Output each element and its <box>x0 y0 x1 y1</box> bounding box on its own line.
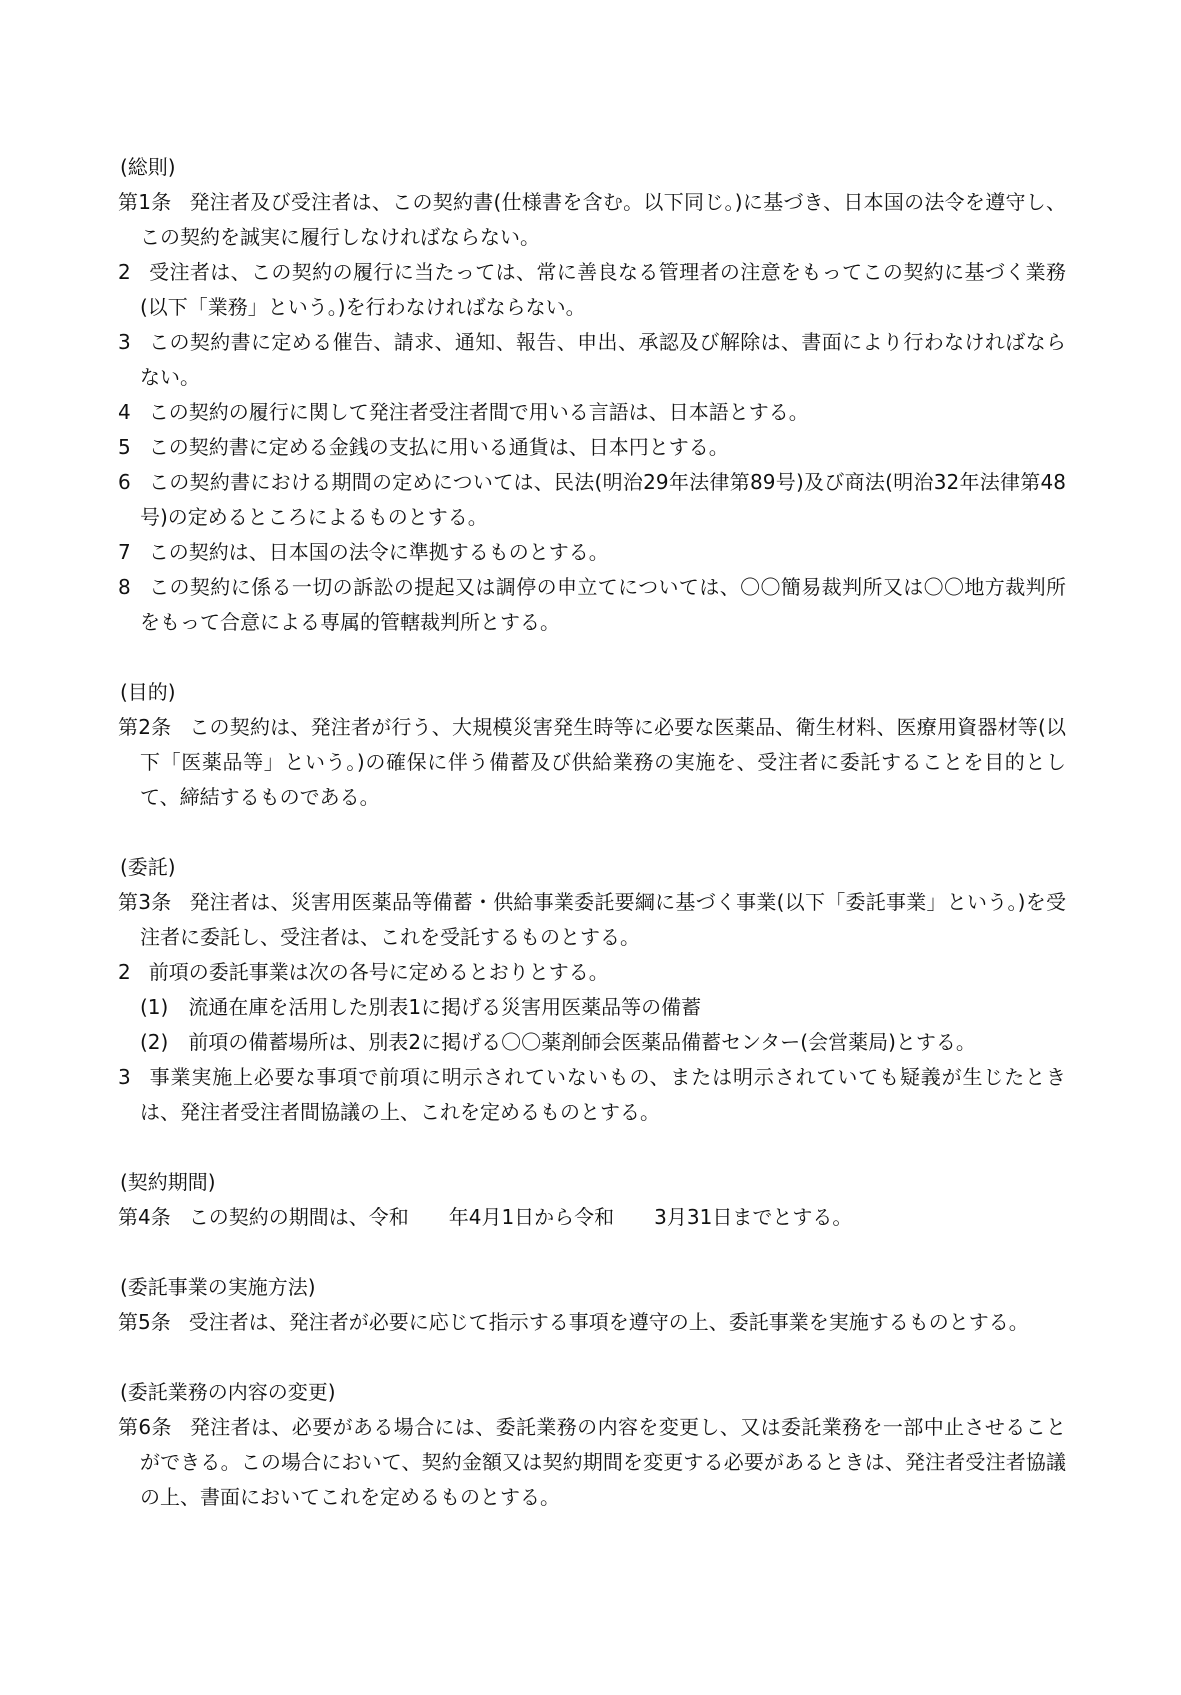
clause-label: 2 <box>118 260 131 284</box>
contract-body <box>118 150 1066 1515</box>
clause-1-8 <box>118 570 1066 640</box>
clause-label: 6 <box>118 470 131 494</box>
article-text: 発注者は、災害用医薬品等備蓄・供給事業委託要綱に基づく事業(以下「委託事業」という。)を受注者に委託し、受注者は、これを受託するものとする。 <box>140 890 1066 949</box>
subitem-3-2-1 <box>118 990 1066 1025</box>
article-label: 第2条 <box>118 715 172 739</box>
article-text: 発注者及び受注者は、この契約書(仕様書を含む。以下同じ。)に基づき、日本国の法令を遵守し、この契約を誠実に履行しなければならない。 <box>140 190 1066 249</box>
clause-1-5 <box>118 430 1066 465</box>
clause-label: 3 <box>118 330 131 354</box>
article-label: 第3条 <box>118 890 172 914</box>
article-label: 第5条 <box>118 1310 171 1334</box>
section-implementation-method <box>118 1270 1066 1340</box>
section-contract-period <box>118 1165 1066 1235</box>
clause-text: 事業実施上必要な事項で前項に明示されていないもの、または明示されていても疑義が生じたときは、発注者受注者間協議の上、これを定めるものとする。 <box>140 1065 1066 1124</box>
subitem-label: (2) <box>140 1030 169 1054</box>
clause-text: この契約書に定める催告、請求、通知、報告、申出、承認及び解除は、書面により行わなければならない。 <box>140 330 1066 389</box>
clause-1-7 <box>118 535 1066 570</box>
clause-3-3 <box>118 1060 1066 1130</box>
clause-text: 前項の委託事業は次の各号に定めるとおりとする。 <box>148 960 609 984</box>
clause-3-2 <box>118 955 1066 990</box>
clause-text: この契約は、日本国の法令に準拠するものとする。 <box>148 540 609 564</box>
section-general <box>118 150 1066 640</box>
section-heading: (目的) <box>120 680 176 704</box>
section-heading: (委託) <box>120 855 176 879</box>
subitem-3-2-2 <box>118 1025 1066 1060</box>
clause-label: 7 <box>118 540 131 564</box>
clause-label: 2 <box>118 960 131 984</box>
clause-text: この契約に係る一切の訴訟の提起又は調停の申立てについては、〇〇簡易裁判所又は〇〇地方裁判所をもって合意による専属的管轄裁判所とする。 <box>140 575 1066 634</box>
article-text: この契約の期間は、令和 年4月1日から令和 3月31日までとする。 <box>188 1205 853 1229</box>
article-text: この契約は、発注者が行う、大規模災害発生時等に必要な医薬品、衛生材料、医療用資器材等(以下「医薬品等」という。)の確保に伴う備蓄及び供給業務の実施を、受注者に委託することを目的として、締結するものである。 <box>140 715 1066 809</box>
article-2 <box>118 710 1066 815</box>
section-content-change <box>118 1375 1066 1515</box>
article-1 <box>118 185 1066 255</box>
clause-1-6 <box>118 465 1066 535</box>
clause-text: この契約書に定める金銭の支払に用いる通貨は、日本円とする。 <box>148 435 729 459</box>
article-5 <box>118 1305 1066 1340</box>
article-text: 発注者は、必要がある場合には、委託業務の内容を変更し、又は委託業務を一部中止させることができる。この場合において、契約金額又は契約期間を変更する必要があるときは、発注者受注者協議の上、書面においてこれを定めるものとする。 <box>140 1415 1067 1509</box>
subitem-label: (1) <box>140 995 169 1019</box>
clause-label: 4 <box>118 400 131 424</box>
section-heading: (総則) <box>120 155 176 179</box>
section-commission <box>118 850 1066 1130</box>
clause-label: 8 <box>118 575 131 599</box>
clause-1-4 <box>118 395 1066 430</box>
clause-text: この契約の履行に関して発注者受注者間で用いる言語は、日本語とする。 <box>148 400 809 424</box>
article-text: 受注者は、発注者が必要に応じて指示する事項を遵守の上、委託事業を実施するものとする。 <box>188 1310 1029 1334</box>
article-6 <box>118 1410 1066 1515</box>
section-heading: (委託事業の実施方法) <box>120 1275 316 1299</box>
article-4 <box>118 1200 1066 1235</box>
article-label: 第6条 <box>118 1415 172 1439</box>
clause-label: 5 <box>118 435 131 459</box>
section-purpose <box>118 675 1066 815</box>
article-label: 第1条 <box>118 190 172 214</box>
section-heading: (契約期間) <box>120 1170 216 1194</box>
subitem-text: 流通在庫を活用した別表1に掲げる災害用医薬品等の備蓄 <box>188 995 702 1019</box>
clause-1-2 <box>118 255 1066 325</box>
clause-1-3 <box>118 325 1066 395</box>
section-heading: (委託業務の内容の変更) <box>120 1380 336 1404</box>
article-3 <box>118 885 1066 955</box>
article-label: 第4条 <box>118 1205 171 1229</box>
clause-text: この契約書における期間の定めについては、民法(明治29年法律第89号)及び商法(明治32年法律第48号)の定めるところによるものとする。 <box>140 470 1066 529</box>
subitem-text: 前項の備蓄場所は、別表2に掲げる〇〇薬剤師会医薬品備蓄センター(会営薬局)とする。 <box>188 1030 976 1054</box>
clause-text: 受注者は、この契約の履行に当たっては、常に善良なる管理者の注意をもってこの契約に基づく業務(以下「業務」という。)を行わなければならない。 <box>140 260 1066 319</box>
clause-label: 3 <box>118 1065 131 1089</box>
